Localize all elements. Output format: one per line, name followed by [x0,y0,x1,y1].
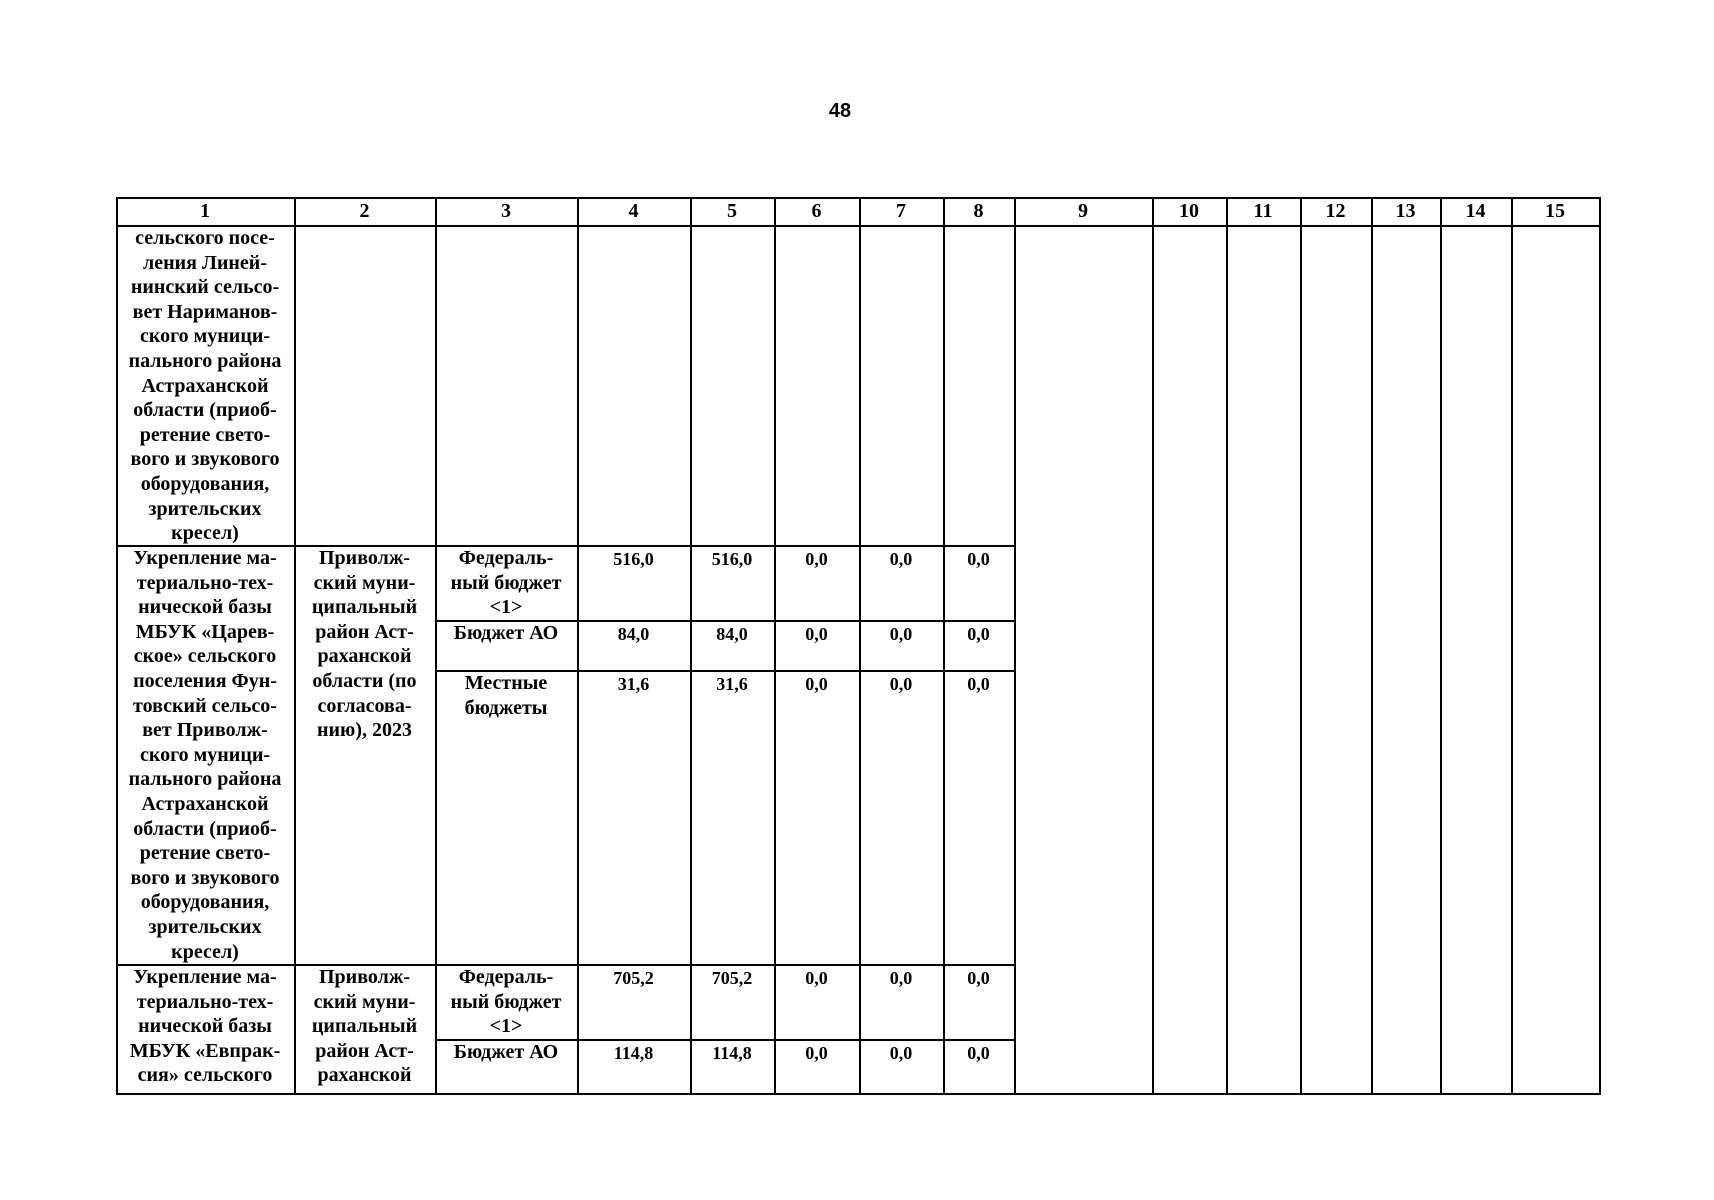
funding-source: Федераль- ный бюджет <1> [450,966,562,1038]
col-divider [577,197,579,1093]
header-divider [116,225,1599,227]
activity-description: Укрепление ма- териально-тех- нической базы МБУК «Царев- ское» сельского поселения Фун- товский сельсо- вет Приволж- ского муници- пального района Астраханской области (приоб- ретение свето- вого и звукового оборудования, зрительских кресел) [128,547,282,963]
value-cell: 0,0 [805,968,828,988]
value-cell: 0,0 [967,1043,990,1063]
value-cell: 516,0 [613,549,654,569]
header-col-12: 12 [1325,200,1346,222]
value-cell: 516,0 [711,549,753,569]
col-divider [943,197,945,1093]
value-cell: 0,0 [889,1043,913,1063]
value-cell: 705,2 [711,968,753,988]
header-col-14: 14 [1465,200,1486,222]
value-cell: 0,0 [967,624,990,644]
header-col-1: 1 [200,200,210,222]
value-cell: 31,6 [716,674,748,694]
col-divider [1152,197,1154,1093]
header-col-5: 5 [727,200,737,222]
value-cell: 0,0 [805,1043,828,1063]
col-divider [1440,197,1442,1093]
page-number: 48 [828,100,852,122]
executor-and-year: Приволж- ский муни- ципальный район Аст- раханской [311,966,418,1087]
activity-description: Укрепление ма- териально-тех- нической базы МБУК «Евпрак- сия» сельского [129,966,281,1087]
col-divider [1371,197,1373,1093]
col-divider [859,197,861,1093]
value-cell: 0,0 [967,674,990,694]
value-cell: 31,6 [617,674,650,694]
value-cell: 0,0 [889,674,913,694]
col-divider [1511,197,1513,1093]
header-col-7: 7 [896,200,906,222]
executor-and-year: Приволж- ский муни- ципальный район Аст- раханской области (по согласова- нию), 2023 [311,547,418,742]
value-cell: 0,0 [889,549,913,569]
value-cell: 84,0 [617,624,650,644]
col-divider [1226,197,1228,1093]
col-divider [690,197,692,1093]
funding-source: Местные бюджеты [464,672,548,719]
value-cell: 0,0 [889,968,913,988]
header-col-6: 6 [811,200,822,222]
activity-description: сельского посе- ления Линей- нинский сельсо- вет Нариманов- ского муници- пального района Астраханской области (приоб- ретение свето- вого и звукового оборудования, зрительских кресел) [128,227,282,545]
col-divider [774,197,776,1093]
value-cell: 0,0 [967,968,990,988]
header-col-9: 9 [1078,200,1088,222]
value-cell: 114,8 [613,1043,654,1063]
col-divider [1300,197,1302,1093]
funding-source: Федераль- ный бюджет <1> [450,547,562,619]
header-col-3: 3 [501,200,511,222]
value-cell: 0,0 [805,624,828,644]
funding-source: Бюджет АО [453,1041,559,1063]
value-cell: 84,0 [716,624,748,644]
header-col-11: 11 [1253,200,1273,222]
value-cell: 705,2 [613,968,654,988]
value-cell: 0,0 [805,549,828,569]
col-divider [1014,197,1016,1093]
funding-source: Бюджет АО [453,622,559,644]
value-cell: 114,8 [712,1043,752,1063]
header-col-13: 13 [1395,200,1416,222]
header-col-15: 15 [1545,200,1565,222]
value-cell: 0,0 [967,549,990,569]
header-col-10: 10 [1179,200,1199,222]
budget-table [116,197,1599,1093]
header-col-2: 2 [359,200,370,222]
header-col-4: 4 [628,200,639,222]
value-cell: 0,0 [889,624,913,644]
value-cell: 0,0 [805,674,828,694]
header-col-8: 8 [973,200,984,222]
